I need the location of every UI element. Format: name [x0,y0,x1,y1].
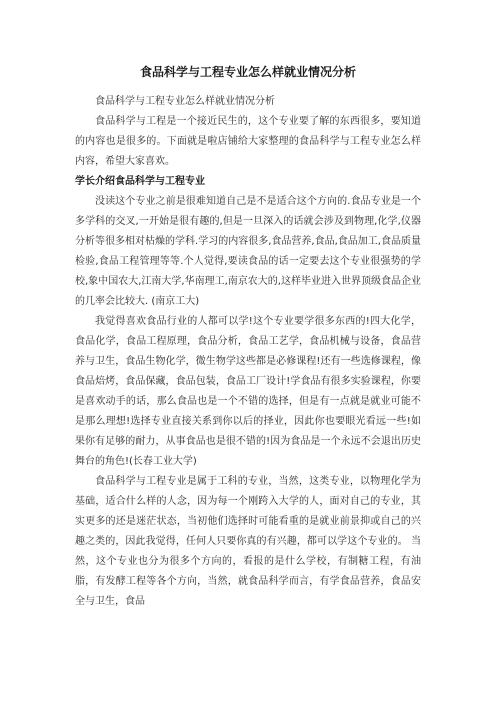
intro-paragraph: 食品科学与工程是一个接近民生的，这个专业要了解的东西很多，要知道的内容也是很多的。下面就是啦店铺给大家整理的食品科学与工程专业怎么样内容，希望大家喜欢。 [75,116,421,167]
document-body [75,92,421,612]
subtitle-paragraph: 食品科学与工程专业怎么样就业情况分析 [95,96,275,107]
document-title: 食品科学与工程专业怎么样就业情况分析 [139,65,356,79]
body-paragraph: 食品科学与工程专业是属于工科的专业，当然，这类专业，以物理化学为基础，适合什么样的人念，因为每一个刚跨入大学的人，面对自己的专业，其实更多的还是迷茫状态，当初他们选择时可能看重的是就业前景抑或自己的兴趣之类的，因此我觉得，任何人只要你真的有兴趣，都可以学这个专业的。 当然，这个专业也分为很多个方向的，看报的是什么学校，有制糖工程，有油脂，有发酵工程等各个方向，当然，就食品科学而言，有学食品营养，食品安全与卫生，食品 [75,476,421,607]
body-paragraph: 没读这个专业之前是很难知道自己是不是适合这个方向的.食品专业是一个多学科的交叉,一开始是很有趣的,但是一旦深入的话就会涉及到物理,化学,仪器分析等很多相对枯燥的学科.学习的内容很多,食品营养,食品,食品加工,食品质量检验,食品工程管理等等.个人觉得,要读食品的话一定要去这个专业很强势的学校,象中国农大,江南大学,华南理工,南京农大的,这样毕业进入世界顶级食品企业的几率会比较大. (南京工大) [75,196,421,307]
section-heading: 学长介绍食品科学与工程专业 [75,176,205,187]
body-paragraph: 我觉得喜欢食品行业的人都可以学!这个专业要学很多东西的!四大化学，食品化学，食品工程原理，食品分析，食品工艺学，食品机械与设备，食品营养与卫生，食品生物化学，微生物学这些都是必修课程!还有一些选修课程，像食品焙烤，食品保藏，食品包装，食品工厂设计!学食品有很多实验课程，你要是喜欢动手的话，那么食品也是一个不错的选择，但是有一点就是就业可能不是那么理想!选择专业直接关系到你以后的择业，因此你也要眼光看远一些!如果你有足够的耐力，从事食品也是很不错的!因为食品是一个永远不会退出历史舞台的角色!(长春工业大学) [75,316,421,467]
